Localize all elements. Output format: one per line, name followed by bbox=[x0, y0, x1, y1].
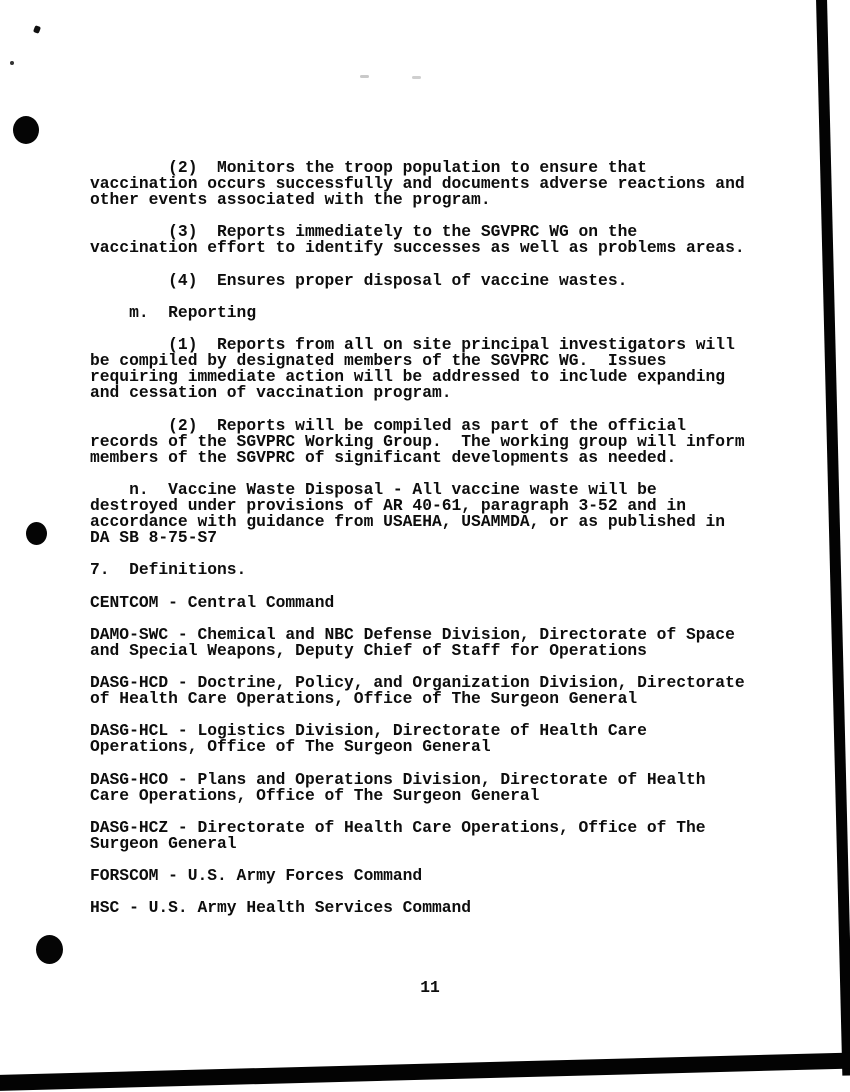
scan-edge-bar-right bbox=[816, 0, 850, 1076]
para-def-forscom bbox=[90, 868, 770, 884]
text-line: DA SB 8-75-S7 bbox=[90, 528, 218, 548]
text-line: requiring immediate action will be addressed to include expanding bbox=[90, 367, 726, 387]
heading-section-7-definitions bbox=[90, 562, 770, 578]
para-def-damo-swc bbox=[90, 624, 770, 660]
scan-edge-bar-bottom bbox=[0, 1052, 850, 1091]
para-def-centcom bbox=[90, 592, 770, 612]
text-line: Surgeon General bbox=[90, 833, 237, 853]
text-line: (2) Reports will be compiled as part of the official bbox=[90, 415, 686, 435]
scan-speck bbox=[412, 76, 421, 79]
para-item-m2-official-records bbox=[90, 415, 770, 467]
para-item-4-ensures-disposal bbox=[90, 270, 770, 290]
text-line: (4) Ensures proper disposal of vaccine wastes. bbox=[90, 270, 628, 290]
text-line: Operations, Office of The Surgeon General bbox=[90, 737, 491, 757]
text-line: records of the SGVPRC Working Group. The working group will inform bbox=[90, 431, 745, 451]
para-def-dasg-hcd bbox=[90, 675, 770, 707]
text-line: DASG-HCZ - Directorate of Health Care Operations, Office of The bbox=[90, 817, 706, 837]
para-item-n-waste-disposal bbox=[90, 479, 770, 548]
text-line: CENTCOM - Central Command bbox=[90, 592, 335, 612]
para-def-dasg-hco bbox=[90, 769, 770, 805]
text-line: and Special Weapons, Deputy Chief of Staff for Operations bbox=[90, 640, 647, 660]
text-line: and cessation of vaccination program. bbox=[90, 383, 452, 403]
scan-speck bbox=[360, 75, 369, 78]
text-line: 7. Definitions. bbox=[90, 560, 247, 580]
document-text bbox=[90, 160, 770, 916]
para-item-3-reports-immediately bbox=[90, 224, 770, 256]
text-line: DASG-HCD - Doctrine, Policy, and Organization Division, Directorate bbox=[90, 673, 745, 692]
text-line: DASG-HCO - Plans and Operations Division, Directorate of Health bbox=[90, 769, 706, 789]
text-line: HSC - U.S. Army Health Services Command bbox=[90, 898, 472, 918]
text-line: (2) Monitors the troop population to ensure that bbox=[90, 158, 647, 177]
para-def-hsc bbox=[90, 900, 770, 916]
text-line: vaccination effort to identify successes as well as problems areas. bbox=[90, 238, 745, 258]
page-number: 11 bbox=[420, 978, 440, 997]
text-line: vaccination occurs successfully and documents adverse reactions and bbox=[90, 174, 745, 194]
para-item-m1-reports-compiled bbox=[90, 337, 770, 401]
text-line: members of the SGVPRC of significant developments as needed. bbox=[90, 447, 677, 467]
text-line: be compiled by designated members of the SGVPRC WG. Issues bbox=[90, 351, 667, 371]
scan-speck bbox=[10, 61, 14, 65]
para-def-dasg-hcz bbox=[90, 817, 770, 853]
text-line: (3) Reports immediately to the SGVPRC WG on the bbox=[90, 222, 638, 242]
text-line: DASG-HCL - Logistics Division, Directorate of Health Care bbox=[90, 721, 647, 741]
hole-punch-mark-middle bbox=[26, 522, 47, 545]
text-line: destroyed under provisions of AR 40-61, paragraph 3-52 and in bbox=[90, 495, 686, 515]
scan-speck bbox=[33, 25, 41, 34]
heading-item-m-reporting bbox=[90, 302, 770, 322]
para-item-2-monitors bbox=[90, 160, 770, 208]
text-line: n. Vaccine Waste Disposal - All vaccine waste will be bbox=[90, 479, 657, 499]
text-line: (1) Reports from all on site principal investigators will bbox=[90, 335, 735, 355]
hole-punch-mark-top bbox=[13, 116, 39, 144]
text-line: other events associated with the program. bbox=[90, 190, 491, 210]
para-def-dasg-hcl bbox=[90, 723, 770, 755]
hole-punch-mark-bottom bbox=[36, 935, 63, 964]
text-line: accordance with guidance from USAEHA, USAMMDA, or as published in bbox=[90, 512, 726, 532]
text-line: FORSCOM - U.S. Army Forces Command bbox=[90, 866, 423, 886]
text-line: Care Operations, Office of The Surgeon General bbox=[90, 785, 540, 805]
text-line: DAMO-SWC - Chemical and NBC Defense Division, Directorate of Space bbox=[90, 624, 735, 644]
text-line: of Health Care Operations, Office of The Surgeon General bbox=[90, 689, 638, 709]
text-line: m. Reporting bbox=[90, 302, 257, 322]
